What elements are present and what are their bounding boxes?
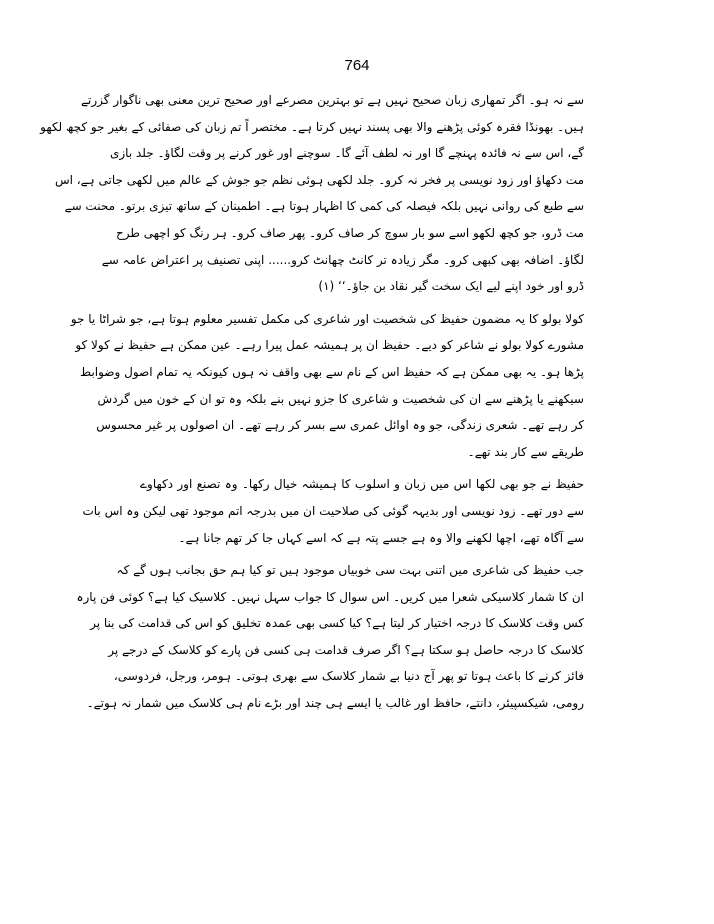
paragraph-colabolo <box>70 306 584 466</box>
text-line: کولا بولو کا یہ مضمون حفیظ کی شخصیت اور شاعری کی مکمل تفسیر معلوم ہوتا ہے، جو شراٹا یا جو <box>70 311 584 326</box>
text-line: سے طبع کی روانی نہیں بلکہ فیصلہ کی کمی کا اظہار ہوتا ہے۔ اطمینان کے ساتھ تیزی برتو۔ محنت سے <box>64 199 584 214</box>
paragraph-language-style <box>82 471 584 551</box>
text-line: ڈرو اور خود اپنے لیے ایک سخت گیر نقاد بن جاؤ۔‘‘ (۱) <box>318 279 584 294</box>
page-number: 764 <box>344 57 370 74</box>
text-line: فائز کرنے کا باعث ہوتا تو پھر آج دنیا بے شمار کلاسک سے بھری ہوتی۔ ہومر، ورجل، فردوسی، <box>113 669 584 684</box>
text-line: سے نہ ہو۔ اگر تمھاری زبان صحیح نہیں ہے تو بہترین مصرعے اور صحیح ترین معنی بھی ناگوار گزرتے <box>81 93 584 107</box>
text-line: گے، اس سے نہ فائدہ پہنچے گا اور نہ لطف آئے گا۔ سوچنے اور غور کرنے پر وقت لگاؤ۔ جلد بازی <box>109 146 584 161</box>
text-line: کس وقت کلاسک کا درجہ اختیار کر لیتا ہے؟ کیا کسی بھی عمدہ تخلیق کو اس کی قدامت کی بنا پر <box>90 616 584 631</box>
text-line: مت دکھاؤ اور زود نویسی پر فخر نہ کرو۔ جلد لکھی ہوئی نظم جو جوش کے عالم میں لکھی جاتی ہے، اس <box>54 172 584 187</box>
text-line: سے دور تھے۔ زود نویسی اور بدیہہ گوئی کی صلاحیت ان میں بدرجہ اتم موجود تھی لیکن وہ اس بات <box>82 503 584 518</box>
body-text <box>40 87 584 723</box>
text-line: ان کا شمار کلاسیکی شعرا میں کریں۔ اس سوال کا جواب سہل نہیں۔ کلاسیک کیا ہے؟ کوئی فن پارہ <box>76 589 584 604</box>
text-line: ہیں۔ بھونڈا فقرہ کوئی پڑھنے والا بھی پسند نہیں کرتا ہے۔ مختصر اً تم زبان کی صفائی کے بغیر جو کچھ لکھو <box>40 119 584 134</box>
text-line: مت ڈرو، جو کچھ لکھو اسے سو بار سوچ کر صاف کرو۔ پھر صاف کرو۔ ہر رنگ کو اچھی طرح <box>116 225 584 240</box>
text-line: جب حفیظ کی شاعری میں اتنی بہت سی خوبیاں موجود ہیں تو کیا ہم حق بجانب ہوں گے کہ <box>116 563 584 578</box>
paragraph-classic-question <box>76 557 584 717</box>
text-line: پڑھا ہو۔ یہ بھی ممکن ہے کہ حفیظ اس کے نام سے بھی واقف نہ ہوں کیونکہ یہ تمام اصول وضوابط <box>80 364 584 379</box>
paragraph-quote-ending <box>40 87 584 300</box>
text-line: کلاسک کا درجہ حاصل ہو سکتا ہے؟ اگر صرف قدامت ہی کسی فن پارے کو کلاسک کے درجے پر <box>108 642 584 657</box>
text-line: سیکھنے یا پڑھنے سے ان کی شخصیت و شاعری کا جزو نہیں بنے بلکہ وہ تو ان کے خون میں گردش <box>97 391 584 406</box>
text-line: طریقے سے کار بند تھے۔ <box>467 444 584 459</box>
text-line: سے آگاہ تھے، اچھا لکھنے والا وہ ہے جسے پتہ ہے کہ اسے کہاں جا کر تھم جانا ہے۔ <box>178 530 584 545</box>
text-line: حفیظ نے جو بھی لکھا اس میں زبان و اسلوب کا ہمیشہ خیال رکھا۔ وہ تصنع اور دکھاوے <box>140 477 584 492</box>
text-line: لگاؤ۔ اضافہ بھی کبھی کرو۔ مگر زیادہ تر کانٹ چھانٹ کرو...... اپنی تصنیف پر اعتراض عامہ سے <box>101 252 584 267</box>
text-line: رومی، شیکسپیئر، دانتے، حافظ اور غالب یا ایسے ہی چند اور بڑے نام ہی کلاسک میں شمار نہ ہوتے۔ <box>86 696 584 711</box>
text-line: مشورے کولا بولو نے شاعر کو دیے۔ حفیظ ان پر ہمیشہ عمل پیرا رہے۔ عین ممکن ہے حفیظ نے کولا کو <box>75 338 584 353</box>
text-line: کر رہے تھے۔ شعری زندگی، جو وہ اوائل عمری سے بسر کر رہے تھے۔ ان اصولوں پر غیر محسوس <box>96 418 584 433</box>
